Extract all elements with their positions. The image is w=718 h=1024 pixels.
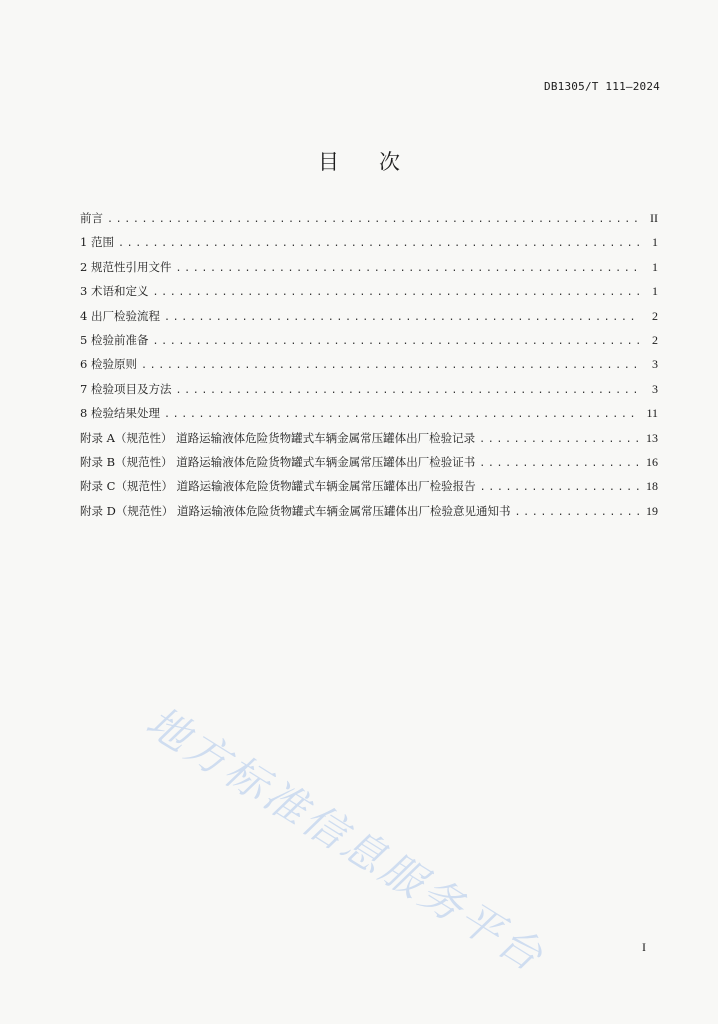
toc-dot-leader xyxy=(515,507,640,518)
toc-dot-leader xyxy=(175,263,640,274)
toc-entry-page: 2 xyxy=(652,308,658,323)
toc-entry[interactable] xyxy=(80,283,658,307)
document-code: DB1305/T 111—2024 xyxy=(544,80,660,93)
toc-entry[interactable] xyxy=(80,503,658,527)
table-of-contents xyxy=(80,210,658,527)
toc-dot-leader xyxy=(107,214,640,225)
toc-entry-page: 1 xyxy=(652,235,658,250)
toc-entry-page: 2 xyxy=(652,332,658,347)
toc-entry-page: 18 xyxy=(646,479,658,494)
toc-entry-label: 附录 B（规范性） 道路运输液体危险货物罐式车辆金属常压罐体出厂检验证书 xyxy=(80,454,476,469)
toc-entry-page: II xyxy=(650,211,658,225)
toc-dot-leader xyxy=(164,409,640,420)
toc-entry-page: 3 xyxy=(652,357,658,372)
page-number: I xyxy=(642,940,646,954)
toc-entry-label: 6 检验原则 xyxy=(80,357,137,372)
toc-entry-label: 1 范围 xyxy=(80,235,114,250)
toc-entry-page: 11 xyxy=(646,406,658,421)
toc-entry[interactable] xyxy=(80,478,658,502)
toc-entry-page: 1 xyxy=(652,259,658,274)
toc-entry[interactable] xyxy=(80,430,658,454)
toc-entry-label: 4 出厂检验流程 xyxy=(80,308,160,323)
toc-entry[interactable] xyxy=(80,454,658,478)
toc-entry[interactable] xyxy=(80,308,658,332)
toc-entry-label: 2 规范性引用文件 xyxy=(80,259,172,274)
toc-entry[interactable] xyxy=(80,259,658,283)
toc-entry-page: 1 xyxy=(652,284,658,299)
toc-dot-leader xyxy=(152,336,640,347)
toc-dot-leader xyxy=(164,312,640,323)
toc-dot-leader xyxy=(480,482,640,493)
toc-entry-page: 13 xyxy=(646,430,658,445)
toc-entry-label: 附录 D（规范性） 道路运输液体危险货物罐式车辆金属常压罐体出厂检验意见通知书 xyxy=(80,503,511,518)
toc-entry[interactable] xyxy=(80,234,658,258)
watermark: 地方标准信息服务平台 xyxy=(137,696,554,983)
toc-entry-label: 附录 C（规范性） 道路运输液体危险货物罐式车辆金属常压罐体出厂检验报告 xyxy=(80,479,476,494)
toc-entry-page: 19 xyxy=(646,503,658,518)
toc-entry-label: 7 检验项目及方法 xyxy=(80,381,172,396)
toc-dot-leader xyxy=(141,360,640,371)
toc-entry[interactable] xyxy=(80,405,658,429)
toc-entry-label: 附录 A（规范性） 道路运输液体危险货物罐式车辆金属常压罐体出厂检验记录 xyxy=(80,430,476,445)
toc-entry-page: 16 xyxy=(646,454,658,469)
toc-entry[interactable] xyxy=(80,381,658,405)
toc-dot-leader xyxy=(479,434,640,445)
toc-entry-page: 3 xyxy=(652,381,658,396)
toc-entry-label: 8 检验结果处理 xyxy=(80,406,160,421)
toc-dot-leader xyxy=(152,287,640,298)
toc-entry-label: 5 检验前准备 xyxy=(80,332,149,347)
toc-entry[interactable] xyxy=(80,332,658,356)
toc-entry[interactable] xyxy=(80,356,658,380)
toc-entry[interactable] xyxy=(80,210,658,234)
toc-dot-leader xyxy=(479,458,640,469)
toc-dot-leader xyxy=(118,238,640,249)
toc-dot-leader xyxy=(175,385,640,396)
toc-entry-label: 3 术语和定义 xyxy=(80,284,149,299)
page-title: 目次 xyxy=(318,150,440,174)
toc-entry-label: 前言 xyxy=(80,211,103,225)
